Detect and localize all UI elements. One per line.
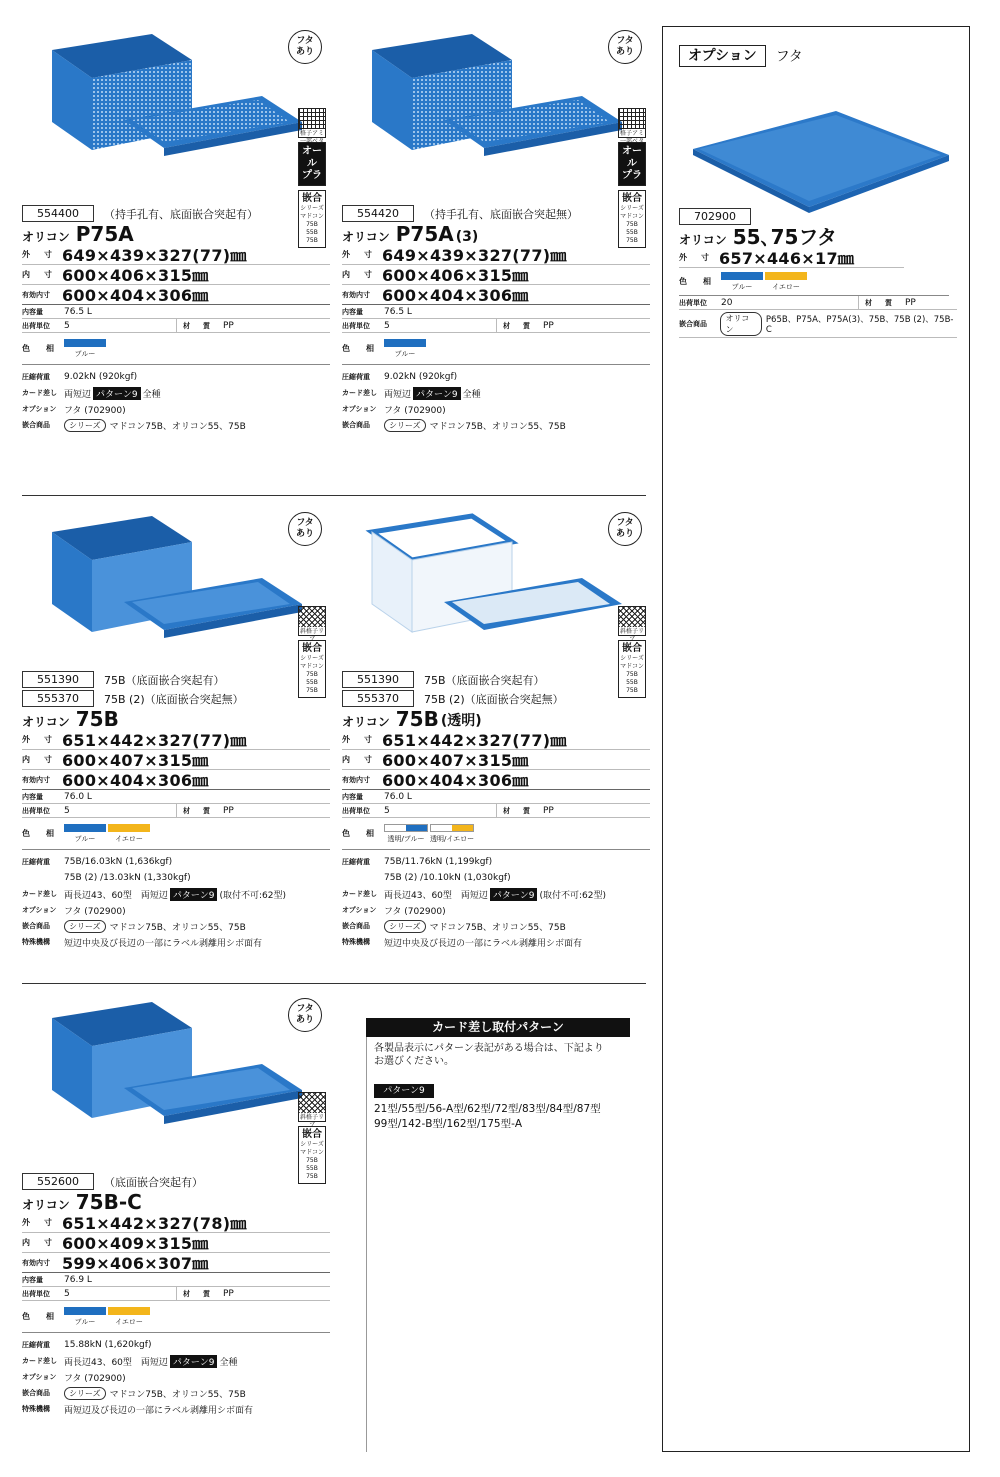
special-label: 特殊機構: [342, 938, 370, 946]
option-value: フタ (702900): [384, 405, 446, 416]
lid-badge: フタ あり: [288, 512, 322, 546]
inner-dimensions: 600×406×315㎜: [62, 266, 209, 285]
pressure-label: 圧縮荷重: [22, 1341, 50, 1349]
model-suffix: (透明): [440, 713, 482, 729]
capacity: 76.5 L: [384, 306, 412, 317]
option-outer: 657×446×17㎜: [719, 249, 855, 268]
mesh-icon: 格子アミ 一部ベタ: [618, 108, 646, 138]
card-label: カード差し: [342, 890, 377, 898]
code-description: 75B（底面嵌合突起有）: [104, 673, 225, 687]
code-description: （持手孔有、底面嵌合突起有）: [104, 207, 258, 221]
option-panel: [662, 26, 970, 1452]
option-label: オプション: [342, 405, 377, 413]
nest-series: シリーズ: [300, 1141, 324, 1148]
capacity-label: 内容量: [342, 307, 363, 316]
option-code: 702900: [679, 208, 751, 225]
option-nest-oval: オリコン: [720, 312, 761, 336]
nest-items: マドコン75B 55B 75B: [620, 213, 644, 244]
material: PP: [543, 320, 554, 331]
code-description: （底面嵌合突起有）: [104, 1175, 203, 1189]
card-label: カード差し: [22, 1357, 57, 1365]
capacity-label: 内容量: [22, 792, 43, 801]
color-swatch: [64, 1307, 106, 1327]
color-swatch: [721, 272, 763, 292]
card-pattern-desc: 各製品表示にパターン表記がある場合は、下記より お選びください。: [374, 1043, 604, 1067]
effective-dimensions: 600×404×306㎜: [382, 286, 529, 305]
unit-label: 出荷単位: [22, 321, 50, 330]
nest-oval: シリーズ: [384, 419, 426, 432]
product-code: 552600: [22, 1173, 94, 1190]
outer-label: 外 寸: [22, 250, 55, 259]
code-description: 75B（底面嵌合突起有）: [424, 673, 545, 687]
color-swatch: [64, 339, 106, 359]
card-pre: 両長辺43、60型 両短辺: [64, 1357, 168, 1368]
effective-dimensions: 600×404×306㎜: [62, 286, 209, 305]
model-name: 75B: [395, 707, 439, 731]
color-name: イエロー: [115, 1317, 143, 1326]
outer-dimensions: 651×442×327(77)㎜: [62, 731, 247, 750]
material: PP: [223, 320, 234, 331]
capacity: 76.5 L: [64, 306, 92, 317]
model-name: 75B-C: [75, 1190, 142, 1214]
option-nest: P65B、P75A、P75A(3)、75B、75B (2)、75B-C: [765, 314, 954, 335]
nest-oval: シリーズ: [64, 419, 106, 432]
effective-dimensions: 599×406×307㎜: [62, 1254, 209, 1273]
shipping-unit: 5: [64, 320, 70, 331]
effective-label: 有効内寸: [22, 1258, 50, 1267]
crate-photo: [32, 30, 312, 160]
inner-dimensions: 600×409×315㎜: [62, 1234, 209, 1253]
nest-title: 嵌合: [622, 193, 642, 204]
nest-oval: シリーズ: [384, 920, 426, 933]
pressure-value: 75B/16.03kN (1,636kgf): [64, 857, 173, 867]
all-plastic-icon: オール プラ: [618, 142, 646, 186]
unit-label: 出荷単位: [22, 806, 50, 815]
nest-products: マドコン75B、オリコン55、75B: [109, 421, 246, 432]
outer-label: 外 寸: [342, 735, 375, 744]
option-label: オプション: [342, 906, 377, 914]
option-brand: オリコン: [679, 233, 727, 247]
nest-label: 嵌合商品: [342, 922, 370, 930]
card-pattern-name: パターン9: [374, 1084, 434, 1098]
material-label: 材 質: [183, 1289, 213, 1298]
code-description: （持手孔有、底面嵌合突起無）: [424, 207, 578, 221]
option-label: オプション: [22, 1373, 57, 1381]
option-colors: [721, 272, 809, 292]
outer-dimensions: 649×439×327(77)㎜: [62, 246, 247, 265]
special-label: 特殊機構: [22, 938, 50, 946]
crate-photo: [32, 998, 312, 1128]
card-post: 全種: [219, 1357, 238, 1368]
inner-label: 内 寸: [22, 755, 55, 764]
pressure-value: 9.02kN (920kgf): [384, 372, 458, 382]
nest-label: 嵌合商品: [22, 922, 50, 930]
special-feature: 両短辺及び長辺の一部にラベル剥離用シボ面有: [64, 1405, 254, 1416]
lid-badge: フタ あり: [288, 998, 322, 1032]
effective-label: 有効内寸: [22, 290, 50, 299]
option-value: フタ (702900): [64, 405, 126, 416]
color-label: 色 相: [22, 344, 58, 353]
option-material: PP: [905, 297, 916, 308]
color-label: 色 相: [342, 344, 378, 353]
card-pattern-tag: パターン9: [490, 888, 538, 901]
option-tag: オプション: [679, 45, 766, 67]
option-color-label: 色 相: [679, 277, 715, 286]
mesh-icon: 斜格子リブ: [618, 606, 646, 636]
card-pre: 両長辺43、60型 両短辺: [384, 890, 488, 901]
color-swatches: [384, 339, 428, 359]
color-name: 透明/イエロー: [430, 834, 475, 843]
material-label: 材 質: [503, 321, 533, 330]
option-material-label: 材 質: [865, 298, 895, 307]
unit-label: 出荷単位: [342, 321, 370, 330]
inner-label: 内 寸: [342, 270, 375, 279]
card-label: カード差し: [22, 890, 57, 898]
product-code: 555370: [22, 690, 94, 707]
material: PP: [223, 1288, 234, 1299]
nest-series: シリーズ: [620, 655, 644, 662]
card-post: (取付不可:62型): [539, 890, 606, 901]
card-pattern-tag: パターン9: [170, 1355, 218, 1368]
nest-products: マドコン75B、オリコン55、75B: [109, 922, 246, 933]
color-name: ブルー: [731, 282, 753, 291]
lid-badge: フタ あり: [608, 30, 642, 64]
option-model: 55､75フタ: [732, 225, 838, 249]
material: PP: [543, 805, 554, 816]
option-unit: 20: [721, 297, 733, 308]
color-label: 色 相: [342, 829, 378, 838]
color-name: ブルー: [74, 349, 96, 358]
pressure-label: 圧縮荷重: [342, 373, 370, 381]
color-swatches: [384, 824, 476, 844]
divider: [366, 1037, 367, 1452]
product-code: 551390: [342, 671, 414, 688]
nest-products: マドコン75B、オリコン55、75B: [429, 421, 566, 432]
option-label: オプション: [22, 405, 57, 413]
inner-dimensions: 600×407×315㎜: [382, 751, 529, 770]
color-swatches: [64, 339, 108, 359]
outer-label: 外 寸: [342, 250, 375, 259]
effective-label: 有効内寸: [342, 290, 370, 299]
color-swatches: [64, 1307, 152, 1327]
outer-dimensions: 649×439×327(77)㎜: [382, 246, 567, 265]
nest-series: シリーズ: [300, 655, 324, 662]
inner-dimensions: 600×407×315㎜: [62, 751, 209, 770]
nest-title: 嵌合: [302, 1129, 322, 1140]
product-code: 555370: [342, 690, 414, 707]
lid-badge: フタ あり: [608, 512, 642, 546]
card-pattern-tag: パターン9: [93, 387, 141, 400]
pressure-label: 圧縮荷重: [22, 858, 50, 866]
card-pre: 両長辺43、60型 両短辺: [64, 890, 168, 901]
material: PP: [223, 805, 234, 816]
inner-label: 内 寸: [22, 270, 55, 279]
color-name: イエロー: [772, 282, 800, 291]
color-label: 色 相: [22, 829, 58, 838]
card-pattern-tag: パターン9: [170, 888, 218, 901]
capacity: 76.0 L: [384, 791, 412, 802]
effective-label: 有効内寸: [342, 775, 370, 784]
card-post: (取付不可:62型): [219, 890, 286, 901]
unit-label: 出荷単位: [22, 1289, 50, 1298]
nest-items: マドコン75B 55B 75B: [300, 1149, 324, 1180]
capacity-label: 内容量: [22, 1275, 43, 1284]
color-swatch: [108, 1307, 150, 1327]
effective-label: 有効内寸: [22, 775, 50, 784]
color-swatch: [384, 824, 428, 844]
crate-photo: [352, 512, 632, 642]
card-pre: 両短辺: [64, 389, 92, 400]
nest-items: マドコン75B 55B 75B: [300, 663, 324, 694]
option-unit-label: 出荷単位: [679, 298, 707, 307]
color-swatch: [430, 824, 474, 844]
nest-label: 嵌合商品: [22, 421, 50, 429]
model-name: 75B: [75, 707, 119, 731]
special-feature: 短辺中央及び長辺の一部にラベル剥離用シボ面有: [64, 938, 263, 949]
capacity-label: 内容量: [22, 307, 43, 316]
shipping-unit: 5: [64, 805, 70, 816]
nest-title: 嵌合: [302, 193, 322, 204]
pressure-value: 75B (2) /13.03kN (1,330kgf): [64, 873, 191, 883]
option-label: オプション: [22, 906, 57, 914]
effective-dimensions: 600×404×306㎜: [382, 771, 529, 790]
card-label: カード差し: [342, 389, 377, 397]
nest-products: マドコン75B、オリコン55、75B: [429, 922, 566, 933]
product-code: 551390: [22, 671, 94, 688]
crate-photo: [352, 30, 632, 160]
card-post: 全種: [462, 389, 481, 400]
option-value: フタ (702900): [384, 906, 446, 917]
shipping-unit: 5: [384, 320, 390, 331]
outer-dimensions: 651×442×327(78)㎜: [62, 1214, 247, 1233]
product-code: 554420: [342, 205, 414, 222]
brand: オリコン: [22, 230, 70, 244]
option-value: フタ (702900): [64, 906, 126, 917]
color-name: ブルー: [74, 1317, 96, 1326]
divider: [22, 983, 646, 984]
inner-label: 内 寸: [342, 755, 375, 764]
nest-series: シリーズ: [300, 205, 324, 212]
shipping-unit: 5: [64, 1288, 70, 1299]
color-name: 透明/ブルー: [387, 834, 425, 843]
nest-oval: シリーズ: [64, 920, 106, 933]
card-pattern-tag: パターン9: [413, 387, 461, 400]
color-swatch: [108, 824, 150, 844]
brand: オリコン: [342, 230, 390, 244]
pressure-value: 75B/11.76kN (1,199kgf): [384, 857, 493, 867]
card-label: カード差し: [22, 389, 57, 397]
option-title: フタ: [775, 49, 803, 65]
nest-title: 嵌合: [622, 643, 642, 654]
color-swatch: [765, 272, 807, 292]
color-swatches: [64, 824, 152, 844]
special-feature: 短辺中央及び長辺の一部にラベル剥離用シボ面有: [384, 938, 583, 949]
outer-label: 外 寸: [22, 735, 55, 744]
capacity-label: 内容量: [342, 792, 363, 801]
option-value: フタ (702900): [64, 1373, 126, 1384]
effective-dimensions: 600×404×306㎜: [62, 771, 209, 790]
outer-label: 外 寸: [22, 1218, 55, 1227]
color-name: ブルー: [394, 349, 416, 358]
divider: [22, 495, 646, 496]
capacity: 76.9 L: [64, 1274, 92, 1285]
brand: オリコン: [22, 1198, 70, 1212]
special-label: 特殊機構: [22, 1405, 50, 1413]
nest-items: マドコン75B 55B 75B: [300, 213, 324, 244]
inner-dimensions: 600×406×315㎜: [382, 266, 529, 285]
nest-label: 嵌合商品: [22, 1389, 50, 1397]
nest-label: 嵌合商品: [342, 421, 370, 429]
mesh-icon: 斜格子リブ: [298, 606, 326, 636]
nest-products: マドコン75B、オリコン55、75B: [109, 1389, 246, 1400]
nest-title: 嵌合: [302, 643, 322, 654]
color-label: 色 相: [22, 1312, 58, 1321]
lid-badge: フタ あり: [288, 30, 322, 64]
model-suffix: (3): [455, 229, 479, 245]
model-name: P75A: [75, 222, 134, 246]
inner-label: 内 寸: [22, 1238, 55, 1247]
material-label: 材 質: [503, 806, 533, 815]
color-swatch: [64, 824, 106, 844]
all-plastic-icon: オール プラ: [298, 142, 326, 186]
material-label: 材 質: [183, 321, 213, 330]
unit-label: 出荷単位: [342, 806, 370, 815]
card-pattern-title: カード差し取付パターン: [366, 1018, 630, 1037]
model-name: P75A: [395, 222, 454, 246]
shipping-unit: 5: [384, 805, 390, 816]
color-name: ブルー: [74, 834, 96, 843]
card-pattern-models: 21型/55型/56-A型/62型/72型/83型/84型/87型 99型/142-B型/162型/175型-A: [374, 1103, 601, 1130]
brand: オリコン: [22, 715, 70, 729]
nest-oval: シリーズ: [64, 1387, 106, 1400]
material-label: 材 質: [183, 806, 213, 815]
code-description: 75B (2)（底面嵌合突起無）: [424, 692, 564, 706]
brand: オリコン: [342, 715, 390, 729]
card-pre: 両短辺: [384, 389, 412, 400]
nest-items: マドコン75B 55B 75B: [620, 663, 644, 694]
pressure-value: 9.02kN (920kgf): [64, 372, 138, 382]
code-description: 75B (2)（底面嵌合突起無）: [104, 692, 244, 706]
option-outer-label: 外 寸: [679, 253, 712, 262]
product-code: 554400: [22, 205, 94, 222]
pressure-label: 圧縮荷重: [342, 858, 370, 866]
pressure-label: 圧縮荷重: [22, 373, 50, 381]
pressure-value: 75B (2) /10.10kN (1,030kgf): [384, 873, 511, 883]
capacity: 76.0 L: [64, 791, 92, 802]
color-name: イエロー: [115, 834, 143, 843]
mesh-icon: 格子アミ 一部ベタ: [298, 108, 326, 138]
card-post: 全種: [142, 389, 161, 400]
outer-dimensions: 651×442×327(77)㎜: [382, 731, 567, 750]
mesh-icon: 斜格子リブ: [298, 1092, 326, 1122]
option-nest-label: 嵌合商品: [679, 319, 707, 328]
crate-photo: [32, 512, 312, 642]
lid-photo: [691, 89, 951, 214]
nest-series: シリーズ: [620, 205, 644, 212]
color-swatch: [384, 339, 426, 359]
pressure-value: 15.88kN (1,620kgf): [64, 1340, 152, 1350]
